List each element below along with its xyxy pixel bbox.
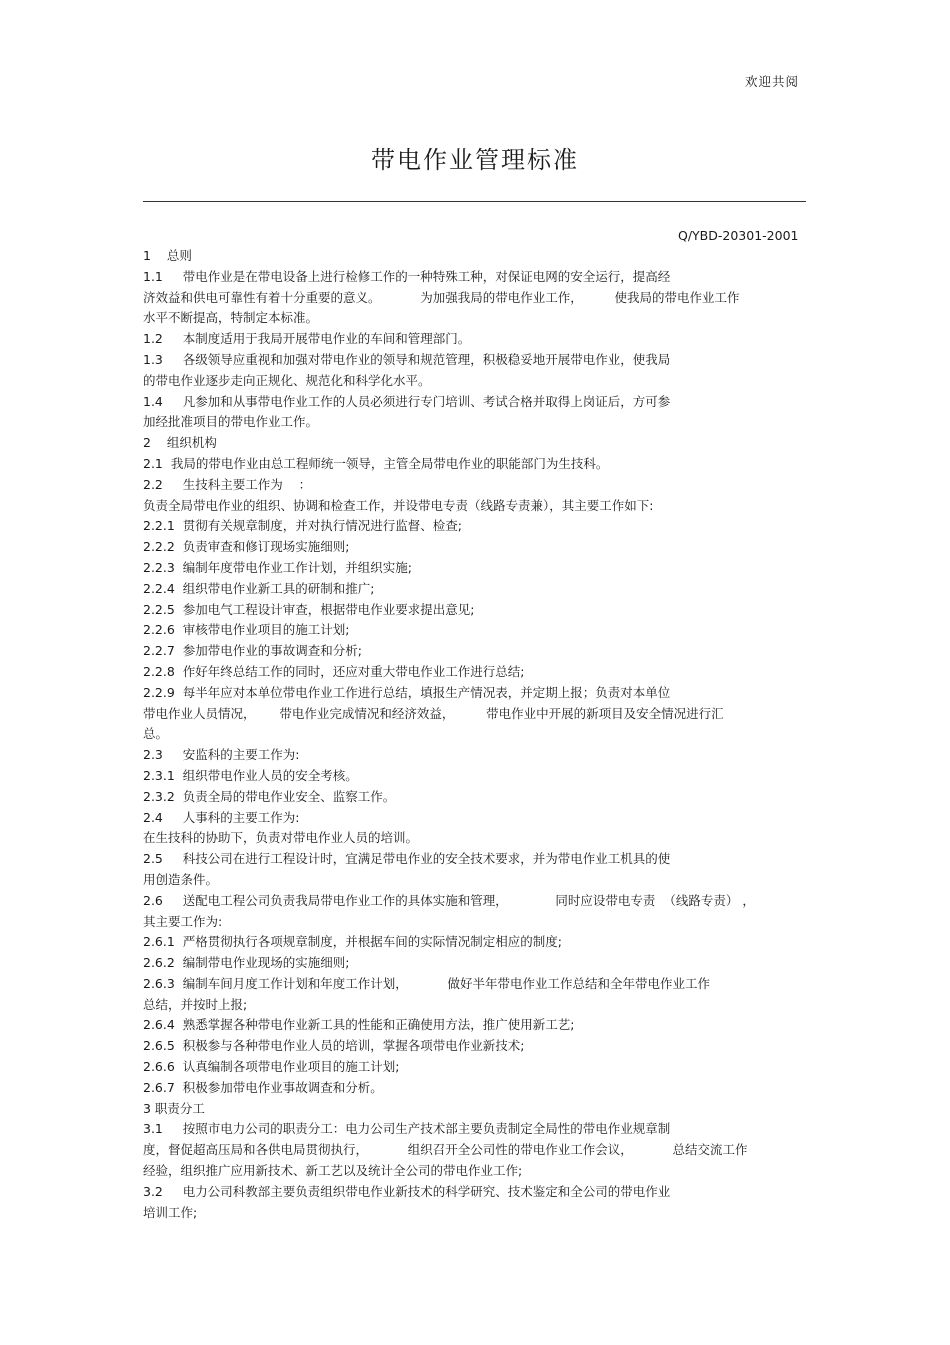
body-line: 2.2.6 审核带电作业项目的施工计划; <box>143 622 350 638</box>
body-line: 带电作业人员情况， 带电作业完成情况和经济效益， 带电作业中开展的新项目及安全情况进行汇 <box>143 705 724 721</box>
body-line: 1 总则 <box>143 248 192 263</box>
body-line: 2.6.2 编制带电作业现场的实施细则; <box>143 955 350 971</box>
body-line: 1.1 带电作业是在带电设备上进行检修工作的一种特殊工种，对保证电网的安全运行，提高经 <box>143 268 671 284</box>
body-line: 负责全局带电作业的组织、协调和检查工作，并设带电专责（线路专责兼），其主要工作如下: <box>143 497 654 513</box>
body-line: 2.5 科技公司在进行工程设计时，宜满足带电作业的安全技术要求，并为带电作业工机具的使 <box>143 851 671 867</box>
body-line: 经验，组织推广应用新技术、新工艺以及统计全公司的带电作业工作; <box>143 1163 523 1179</box>
body-line: 2.6.6 认真编制各项带电作业项目的施工计划; <box>143 1059 400 1075</box>
body-line: 3 职责分工 <box>143 1100 205 1116</box>
body-line: 2.2.8 作好年终总结工作的同时，还应对重大带电作业工作进行总结; <box>143 663 525 679</box>
body-line: 2.2.3 编制年度带电作业工作计划，并组织实施; <box>143 559 412 575</box>
body-line: 3.1 按照市电力公司的职责分工：电力公司生产技术部主要负责制定全局性的带电作业规章制 <box>143 1121 671 1137</box>
body-line: 2.2 生技科主要工作为 ： <box>143 476 312 492</box>
body-line: 2.3.2 负责全局的带电作业安全、监察工作。 <box>143 788 396 804</box>
body-line: 2.3 安监科的主要工作为: <box>143 747 300 763</box>
body-line: 2.6.3 编制车间月度工作计划和年度工作计划， 做好半年带电作业工作总结和全年带电作业工作 <box>143 975 710 991</box>
body-line: 总。 <box>143 726 169 742</box>
body-line: 2.2.2 负责审查和修订现场实施细则; <box>143 539 350 555</box>
body-line: 在生技科的协助下，负责对带电作业人员的培训。 <box>143 830 419 846</box>
header-note: 欢迎共阅 <box>745 74 800 89</box>
body-line: 1.3 各级领导应重视和加强对带电作业的领导和规范管理，积极稳妥地开展带电作业，使我局 <box>143 351 671 367</box>
body-line: 的带电作业逐步走向正规化、规范化和科学化水平。 <box>143 372 431 388</box>
body-line: 加经批准项目的带电作业工作。 <box>143 414 319 430</box>
body-line: 2.2.5 参加电气工程设计审查，根据带电作业要求提出意见; <box>143 601 475 617</box>
body-line: 1.2 本制度适用于我局开展带电作业的车间和管理部门。 <box>143 331 471 347</box>
body-line: 济效益和供电可靠性有着十分重要的意义。 为加强我局的带电作业工作， 使我局的带电作业工作 <box>143 289 740 305</box>
body-line: 2.3.1 组织带电作业人员的安全考核。 <box>143 767 358 783</box>
body-line: 2.6.1 严格贯彻执行各项规章制度，并根据车间的实际情况制定相应的制度; <box>143 934 562 950</box>
body-line: 2.2.9 每半年应对本单位带电作业工作进行总结，填报生产情况表，并定期上报；负责对本单位 <box>143 684 671 700</box>
document-code: Q/YBD-20301-2001 <box>678 228 799 243</box>
body-line: 2.2.4 组织带电作业新工具的研制和推广; <box>143 580 375 596</box>
body-line: 度，督促超高压局和各供电局贯彻执行， 组织召开全公司性的带电作业工作会议， 总结交流工作 <box>143 1142 748 1158</box>
body-line: 2.4 人事科的主要工作为: <box>143 809 300 825</box>
body-line: 2.6.7 积极参加带电作业事故调查和分析。 <box>143 1079 383 1095</box>
body-line: 总结，并按时上报; <box>143 996 248 1012</box>
body-line: 1.4 凡参加和从事带电作业工作的人员必须进行专门培训、考试合格并取得上岗证后，方可参 <box>143 393 671 409</box>
body-line: 2.1 我局的带电作业由总工程师统一领导，主管全局带电作业的职能部门为生技科。 <box>143 455 609 471</box>
body-line: 水平不断提高，特制定本标准。 <box>143 310 319 326</box>
document-body <box>143 246 823 1223</box>
title-divider <box>143 201 806 202</box>
body-line: 培训工作; <box>143 1204 198 1220</box>
body-line: 3.2 电力公司科教部主要负责组织带电作业新技术的科学研究、技术鉴定和全公司的带电作业 <box>143 1183 671 1199</box>
body-line: 2.6.5 积极参与各种带电作业人员的培训，掌握各项带电作业新技术; <box>143 1038 525 1054</box>
body-line: 2.2.1 贯彻有关规章制度，并对执行情况进行监督、检查; <box>143 518 462 534</box>
body-line: 2.6 送配电工程公司负责我局带电作业工作的具体实施和管理， 同时应设带电专责 （线路专责） ， <box>143 892 755 908</box>
body-line: 2.2.7 参加带电作业的事故调查和分析; <box>143 643 362 659</box>
body-line: 其主要工作为: <box>143 913 223 929</box>
body-line: 用创造条件。 <box>143 871 219 887</box>
document-title: 带电作业管理标准 <box>371 146 579 174</box>
body-line: 2 组织机构 <box>143 435 217 451</box>
body-line: 2.6.4 熟悉掌握各种带电作业新工具的性能和正确使用方法，推广使用新工艺; <box>143 1017 575 1033</box>
